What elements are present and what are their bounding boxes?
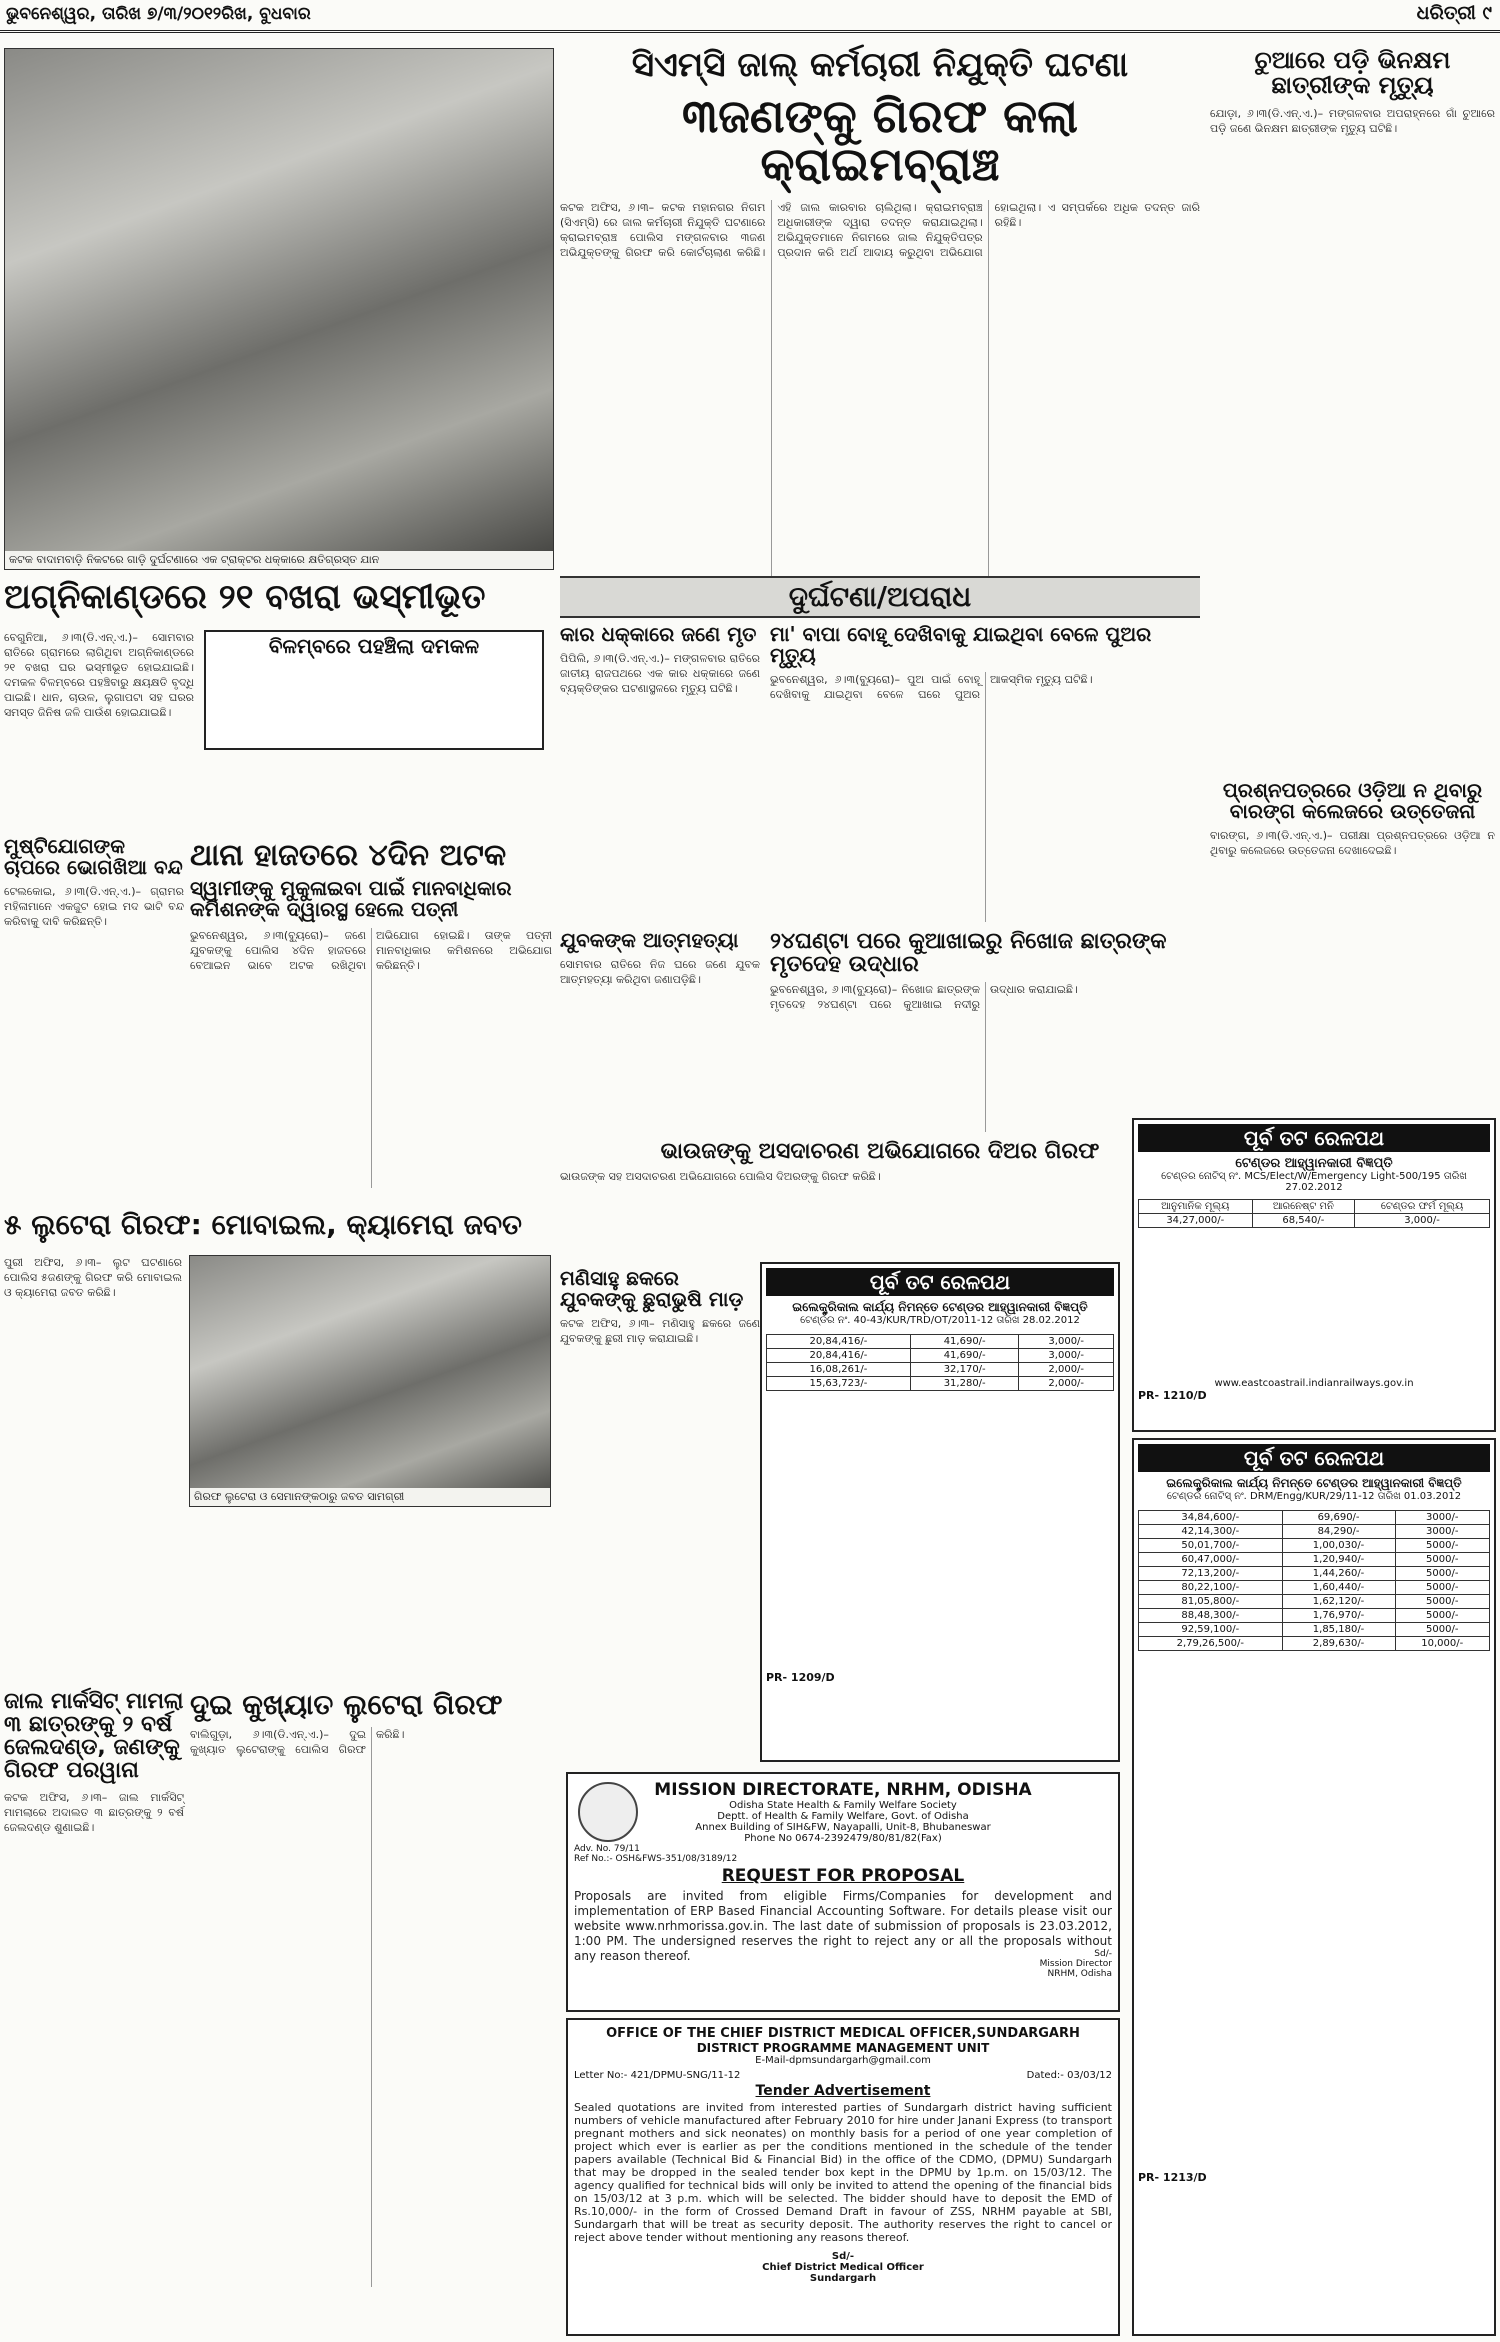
rail1-col-1: ଆନୁମାନିକ ମୂଲ୍ୟ	[1139, 1200, 1253, 1214]
cdmo-dated: Dated:- 03/03/12	[1026, 2070, 1112, 2081]
rail3-r4c1: 60,47,000/-	[1139, 1553, 1283, 1567]
rail3-r9c1: 92,59,100/-	[1139, 1623, 1283, 1637]
rail3-r10c2: 2,89,630/-	[1282, 1637, 1395, 1651]
rail3-r1c3: 3000/-	[1395, 1511, 1490, 1525]
cdmo-heading: Tender Advertisement	[755, 2083, 931, 2099]
railway-ad-1-web[interactable]: www.eastcoastrail.indianrailways.gov.in	[1214, 1378, 1414, 1389]
rail3-r3c2: 1,00,030/-	[1282, 1539, 1395, 1553]
story-marksheet-headline: ଜାଲ ମାର୍କସିଟ୍ ମାମଲା ୩ ଛାତ୍ରଙ୍କୁ ୨ ବର୍ଷ ଜେଲଦଣ୍ଡ, ଜଣଙ୍କୁ ଗିରଫ ପରୱାନା	[4, 1689, 184, 1784]
rail3-r7c3: 5000/-	[1395, 1595, 1490, 1609]
rail2-r1c1: 20,84,416/-	[767, 1335, 911, 1349]
story-well	[770, 930, 1200, 1130]
rail3-r8c3: 5000/-	[1395, 1609, 1490, 1623]
cdmo-title: OFFICE OF THE CHIEF DISTRICT MEDICAL OFFICER,SUNDARGARH	[606, 2026, 1080, 2041]
railway-ad-2-title: ଇଲେକ୍ଟ୍ରିକାଲ କାର୍ଯ୍ୟ ନିମନ୍ତେ ଟେଣ୍ଡର ଆହ୍ୱାନକାରୀ ବିଜ୍ଞପ୍ତି	[792, 1300, 1088, 1314]
story-fire-box-head: ବିଳମ୍ବରେ ପହଞ୍ଚିଲା ଦମକଳ	[268, 634, 480, 658]
story-suicide-body: ସୋମବାର ରାତିରେ ନିଜ ଘରେ ଜଣେ ଯୁବକ ଆତ୍ମହତ୍ୟା କରିଥିବା ଜଣାପଡ଼ିଛି।	[560, 958, 760, 986]
story-fire-body: ବେଗୁନିଆ, ୬।୩(ଡି.ଏନ୍.ଏ.)– ସୋମବାର ରାତିରେ ଗ୍ରାମରେ ଲାଗିଥିବା ଅଗ୍ନିକାଣ୍ଡରେ ୨୧ ବଖରା ଘର ଭସ୍ମୀଭୂତ ହୋଇଯାଇଛି। ଦମକଳ ବିଳମ୍ବରେ ପହଞ୍ଚିବାରୁ କ୍ଷୟକ୍ଷତି ବୃଦ୍ଧି ପାଇଛି। ଧାନ, ଚାଉଳ, ଲୁଗାପଟା ସହ ଘରର ସମସ୍ତ ଜିନିଷ ଜଳି ପାଉଁଶ ହୋଇଯାଇଛି।	[4, 631, 194, 719]
nrhm-adv: Adv. No. 79/11	[574, 1844, 640, 1854]
story-two-robbers-headline: ଦୁଇ କୁଖ୍ୟାତ ଲୁଟେରା ଗିରଫ	[190, 1688, 503, 1721]
story-suicide-headline: ଯୁବକଙ୍କ ଆତ୍ମହତ୍ୟା	[560, 928, 739, 952]
story-market	[560, 1268, 760, 1728]
story-police-body: ଭୁବନେଶ୍ୱର, ୬।୩(ବ୍ୟୁରୋ)– ଜଣେ ଯୁବକଙ୍କୁ ପୋଲିସ ୪ଦିନ ହାଜତରେ ବେଆଇନ ଭାବେ ଅଟକ ରଖିଥିବା ଅଭିଯୋଗ ହୋଇଛି। ତାଙ୍କ ପତ୍ନୀ ମାନବାଧିକାର କମିଶନରେ ଅଭିଯୋଗ କରିଛନ୍ତି।	[190, 928, 552, 972]
cdmo-ad	[566, 2018, 1120, 2336]
railway-ad-3	[1132, 1438, 1496, 2336]
railway-ad-1-table	[1138, 1199, 1490, 1228]
paper-name: ଧରିତ୍ରୀ ୯	[1416, 2, 1492, 24]
story-well-headline: ୨୪ଘଣ୍ଟା ପରେ କୁଆଖାଇରୁ ନିଖୋଜ ଛାତ୍ରଙ୍କ ମୃତଦେହ ଉଦ୍ଧାର	[770, 929, 1167, 978]
nrhm-sub1: Odisha State Health & Family Welfare Society	[729, 1800, 957, 1811]
rail3-r10c3: 10,000/-	[1395, 1637, 1490, 1651]
railway-ad-3-label: ପୂର୍ବ ତଟ ରେଳପଥ	[1138, 1444, 1490, 1472]
nrhm-logo	[578, 1782, 638, 1842]
cdmo-body: Sealed quotations are invited from interested parties of Sundargarh district having sufficient numbers of vehicle manufactured after February 2010 for hire under Janani Express (to transport pregnant mothers and sick neonates) on monthly basis for a period of one year completion of project which ever is earlier as per the conditions mentioned in the schedule of the tender papers available (Technical Bid & Financial Bid) in the office of the CDMO, (DPMU) Sundargarh that may be dropped in the sealed tender box kept in the DPMU by 1p.m. on 15/03/12. The agency qualified for technical bids will only be invited to attend the opening of the financial bids on 15/03/12 at 3 p.m. which will be selected. The bidder should have to deposit the EMD of Rs.10,000/- in the form of Crossed Demand Draft in favour of ZSS, NRHM payable at SBI, Sundargarh that will be treat as security deposit. The authority reserves the right to cancel or reject above tender without mentioning any reasons thereof.	[574, 2101, 1112, 2244]
railway-ad-1-notice: ଟେଣ୍ଡର ନୋଟିସ୍ ନଂ. MCS/Elect/W/Emergency Light-500/195 ତାରିଖ 27.02.2012	[1161, 1171, 1467, 1193]
story-accident	[560, 624, 760, 924]
rail3-r2c1: 42,14,300/-	[1139, 1525, 1283, 1539]
rail2-r4c1: 15,63,723/-	[767, 1377, 911, 1391]
nrhm-ad	[566, 1772, 1120, 2012]
nrhm-sub2: Deptt. of Health & Family Welfare, Govt. of Odisha	[717, 1811, 969, 1822]
railway-ad-2-footer: PR- 1209/D	[766, 1671, 835, 1684]
rail3-r4c2: 1,20,940/-	[1282, 1553, 1395, 1567]
cdmo-letter: Letter No:- 421/DPMU-SNG/11-12	[574, 2070, 741, 2081]
story-girl-headline: ଚୁଆରେ ପଡ଼ି ଭିନକ୍ଷମ ଛାତ୍ରୀଙ୍କ ମୃତ୍ୟୁ	[1254, 46, 1451, 100]
section-band: ଦୁର୍ଘଟଣା/ଅପରାଧ	[560, 576, 1200, 618]
story-marksheet-body: କଟକ ଅଫିସ, ୬।୩– ଜାଲ ମାର୍କସିଟ୍ ମାମଲାରେ ଅଦାଲତ ୩ ଛାତ୍ରଙ୍କୁ ୨ ବର୍ଷ ଜେଲଦଣ୍ଡ ଶୁଣାଇଛି।	[4, 1791, 184, 1835]
rail2-r1c2: 41,690/-	[910, 1335, 1019, 1349]
railway-ad-1-title: ଟେଣ୍ଡର ଆହ୍ୱାନକାରୀ ବିଜ୍ଞପ୍ତି	[1235, 1156, 1393, 1171]
story-police-headline: ଥାନା ହାଜତରେ ୪ଦିନ ଅଟକ	[190, 838, 507, 873]
railway-ad-3-notice: ଟେଣ୍ଡର ନୋଟିସ୍ ନଂ. DRM/Engg/KUR/29/11-12 ତାରିଖ 01.03.2012	[1166, 1491, 1462, 1502]
rail3-r5c2: 1,44,260/-	[1282, 1567, 1395, 1581]
railway-ad-2-table	[766, 1334, 1114, 1391]
story-brother-body: ଭାଉଜଙ୍କ ସହ ଅସଦାଚରଣ ଅଭିଯୋଗରେ ପୋଲିସ ଦିଅରଙ୍କୁ ଗିରଫ କରିଛି।	[560, 1170, 881, 1184]
photo-caption: କଟକ ବାଦାମବାଡ଼ି ନିକଟରେ ଗାଡ଼ି ଦୁର୍ଘଟଣାରେ ଏକ ଟ୍ରାକ୍ଟର ଧକ୍କାରେ କ୍ଷତିଗ୍ରସ୍ତ ଯାନ	[5, 551, 553, 569]
railway-ad-3-title: ଇଲେକ୍ଟ୍ରିକାଲ କାର୍ଯ୍ୟ ନିମନ୍ତେ ଟେଣ୍ଡର ଆହ୍ୱାନକାରୀ ବିଜ୍ଞପ୍ତି	[1166, 1476, 1462, 1490]
rail2-r4c3: 2,000/-	[1019, 1377, 1114, 1391]
story-fire	[4, 577, 552, 830]
rail1-col-3: ଟେଣ୍ଡର ଫର୍ମ ମୂଲ୍ୟ	[1355, 1200, 1490, 1214]
accident-photo	[4, 48, 554, 570]
top-story-body: କଟକ ଅଫିସ, ୬।୩– କଟକ ମହାନଗର ନିଗମ (ସିଏମ୍‌ସି) ରେ ଜାଲ କର୍ମଚାରୀ ନିଯୁକ୍ତି ଘଟଣାରେ କ୍ରାଇମବ୍ରାଞ୍ଚ ପୋଲିସ ମଙ୍ଗଳବାର ୩ଜଣ ଅଭିଯୁକ୍ତଙ୍କୁ ଗିରଫ କରି କୋର୍ଟଚାଲାଣ କରିଛି। ଏହି ଜାଲ କାରବାର ଚାଲିଥିଲା। କ୍ରାଇମବ୍ରାଞ୍ଚ ଅଧିକାରୀଙ୍କ ଦ୍ୱାରା ତଦନ୍ତ କରାଯାଇଥିଲା। ଅଭିଯୁକ୍ତମାନେ ନିଗମରେ ଜାଲ ନିଯୁକ୍ତିପତ୍ର ପ୍ରଦାନ କରି ଅର୍ଥ ଆଦାୟ କରୁଥିବା ଅଭିଯୋଗ ହୋଇଥିଲା। ଏ ସମ୍ପର୍କରେ ଅଧିକ ତଦନ୍ତ ଜାରି ରହିଛି।	[560, 201, 1200, 260]
railway-ad-1-footer: PR- 1210/D	[1138, 1389, 1207, 1402]
story-robbers	[4, 1210, 552, 1680]
cdmo-email: E-Mail-dpmsundargarh@gmail.com	[755, 2055, 931, 2066]
rail3-r3c1: 50,01,700/-	[1139, 1539, 1283, 1553]
masthead	[0, 0, 1500, 33]
story-girl-body: ଯୋଡ଼ା, ୬।୩(ଡି.ଏନ୍.ଏ.)– ମଙ୍ଗଳବାର ଅପରାହ୍ନରେ ଗାଁ ଚୁଆରେ ପଡ଼ି ଜଣେ ଭିନକ୍ଷମ ଛାତ୍ରୀଙ୍କ ମୃତ୍ୟୁ ଘଟିଛି।	[1210, 107, 1495, 136]
story-two-robbers-body: ବାଲିଗୁଡ଼ା, ୬।୩(ଡି.ଏନ୍.ଏ.)– ଦୁଇ କୁଖ୍ୟାତ ଲୁଟେରାଙ୍କୁ ପୋଲିସ ଗିରଫ କରିଛି।	[190, 1728, 405, 1757]
nrhm-body: Proposals are invited from eligible Firms/Companies for development and implementation of ERP Based Financial Accounting Software. For details please visit our website www.nrhmorissa.gov.in. The last date of submission of proposals is 23.03.2012, 1:00 PM. The undersigned reserves the right to reject any or all the proposals without any reason thereof.	[574, 1889, 1112, 1963]
rail2-r2c1: 20,84,416/-	[767, 1349, 911, 1363]
story-liquor-headline: ମୁଷ୍ଟିଯୋଗଙ୍କ ଚାପରେ ଭୋଗଖିଆ ବନ୍ଦ	[4, 834, 183, 879]
rail1-col-2: ଆରନେଷ୍ଟ ମନି	[1252, 1200, 1355, 1214]
rail3-r6c3: 5000/-	[1395, 1581, 1490, 1595]
nrhm-ref: Ref No.:- OSH&FWS-351/08/3189/12	[574, 1854, 738, 1864]
rail2-r4c2: 31,280/-	[910, 1377, 1019, 1391]
story-robbers-body: ପୁରୀ ଅଫିସ, ୬।୩– ଲୁଟ ଘଟଣାରେ ପୋଲିସ ୫ଜଣଙ୍କୁ ଗିରଫ କରି ମୋବାଇଲ ଓ କ୍ୟାମେରା ଜବତ କରିଛି।	[4, 1256, 182, 1299]
rail3-r3c3: 5000/-	[1395, 1539, 1490, 1553]
robbers-photo-caption: ଗିରଫ ଲୁଟେରା ଓ ସେମାନଙ୍କଠାରୁ ଜବତ ସାମଗ୍ରୀ	[190, 1488, 550, 1506]
rail3-r7c1: 81,05,800/-	[1139, 1595, 1283, 1609]
rail2-r3c2: 32,170/-	[910, 1363, 1019, 1377]
nrhm-sign: Sd/- Mission Director NRHM, Odisha	[1039, 1949, 1112, 1979]
rail3-r2c3: 3000/-	[1395, 1525, 1490, 1539]
cdmo-sign: Sd/- Chief District Medical Officer Sundargarh	[762, 2251, 924, 2284]
story-exam-body: ବାରଙ୍ଗ, ୬।୩(ଡି.ଏନ୍.ଏ.)– ପରୀକ୍ଷା ପ୍ରଶ୍ନପତ୍ରରେ ଓଡ଼ିଆ ନ ଥିବାରୁ କଲେଜରେ ଉତ୍ତେଜନା ଦେଖାଦେଇଛି।	[1210, 829, 1495, 857]
story-marksheet	[4, 1690, 184, 2330]
railway-ad-2-notice: ଟେଣ୍ଡର ନଂ. 40-43/KUR/TRD/OT/2011-12 ତାରିଖ 28.02.2012	[800, 1315, 1080, 1326]
story-police-subhead: ସ୍ୱାମୀଙ୍କୁ ମୁକୁଳାଇବା ପାଇଁ ମାନବାଧିକାର କମିଶନଙ୍କ ଦ୍ୱାରସ୍ଥ ହେଲେ ପତ୍ନୀ	[190, 875, 512, 921]
rail3-r5c1: 72,13,200/-	[1139, 1567, 1283, 1581]
nrhm-heading: REQUEST FOR PROPOSAL	[721, 1866, 965, 1886]
story-liquor	[4, 836, 184, 1196]
story-girl	[1210, 48, 1495, 768]
story-market-headline: ମଣିସାହୁ ଛକରେ ଯୁବକଙ୍କୁ ଛୁରାଭୁଷି ମାଡ଼	[560, 1266, 744, 1311]
top-story-headline: ୩ଜଣଙ୍କୁ ଗିରଫ କଲା କ୍ରାଇମବ୍ରାଞ୍ଚ	[681, 88, 1079, 191]
story-two-robbers	[190, 1690, 552, 2330]
story-liquor-body: ଟେଲକୋଇ, ୬।୩(ଡି.ଏନ୍.ଏ.)– ଗ୍ରାମର ମହିଳାମାନେ ଏକଜୁଟ ହୋଇ ମଦ ଭାଟି ବନ୍ଦ କରିବାକୁ ଦାବି କରିଛନ୍ତି।	[4, 885, 184, 928]
rail1-val-2: 68,540/-	[1252, 1214, 1355, 1228]
railway-ad-1	[1132, 1118, 1496, 1432]
rail3-r1c1: 34,84,600/-	[1139, 1511, 1283, 1525]
story-exam-headline: ପ୍ରଶ୍ନପତ୍ରରେ ଓଡ଼ିଆ ନ ଥିବାରୁ ବାରଙ୍ଗ କଲେଜରେ ଉତ୍ତେଜନା	[1222, 778, 1483, 823]
railway-ad-1-label: ପୂର୍ବ ତଟ ରେଳପଥ	[1138, 1124, 1490, 1152]
story-market-body: କଟକ ଅଫିସ, ୬।୩– ମଣିସାହୁ ଛକରେ ଜଣେ ଯୁବକଙ୍କୁ ଛୁରୀ ମାଡ଼ କରାଯାଇଛି।	[560, 1317, 760, 1345]
rail3-r8c2: 1,76,970/-	[1282, 1609, 1395, 1623]
rail1-val-3: 3,000/-	[1355, 1214, 1490, 1228]
story-police	[190, 840, 552, 1200]
rail2-r3c3: 2,000/-	[1019, 1363, 1114, 1377]
story-well-body: ଭୁବନେଶ୍ୱର, ୬।୩(ବ୍ୟୁରୋ)– ନିଖୋଜ ଛାତ୍ରଙ୍କ ମୃତଦେହ ୨୪ଘଣ୍ଟା ପରେ କୁଆଖାଇ ନଦୀରୁ ଉଦ୍ଧାର କରାଯାଇଛି।	[770, 983, 1078, 1012]
story-son-body: ଭୁବନେଶ୍ୱର, ୬।୩(ବ୍ୟୁରୋ)– ପୁଅ ପାଇଁ ବୋହୂ ଦେଖିବାକୁ ଯାଇଥିବା ବେଳେ ଘରେ ପୁଅର ଆକସ୍ମିକ ମୃତ୍ୟୁ ଘଟିଛି।	[770, 673, 1093, 701]
story-robbers-headline: ୫ ଲୁଟେରା ଗିରଫ: ମୋବାଇଲ, କ୍ୟାମେରା ଜବତ	[4, 1208, 523, 1241]
rail3-r8c1: 88,48,300/-	[1139, 1609, 1283, 1623]
story-brother-headline: ଭାଉଜଙ୍କୁ ଅସଦାଚରଣ ଅଭିଯୋଗରେ ଦିଅର ଗିରଫ	[660, 1139, 1100, 1164]
rail3-r2c2: 84,290/-	[1282, 1525, 1395, 1539]
nrhm-sub4: Phone No 0674-2392479/80/81/82(Fax)	[744, 1833, 942, 1844]
railway-ad-3-footer: PR- 1213/D	[1138, 2171, 1207, 2184]
top-story-kicker: ସିଏମ୍‌ସି ଜାଲ୍ କର୍ମଚାରୀ ନିଯୁକ୍ତି ଘଟଣା	[631, 45, 1129, 85]
railway-ad-3-table	[1138, 1510, 1490, 1651]
railway-ad-2	[760, 1262, 1120, 1762]
rail2-r2c3: 3,000/-	[1019, 1349, 1114, 1363]
nrhm-title: MISSION DIRECTORATE, NRHM, ODISHA	[654, 1780, 1032, 1800]
rail2-r2c2: 41,690/-	[910, 1349, 1019, 1363]
railway-ad-2-label: ପୂର୍ବ ତଟ ରେଳପଥ	[766, 1268, 1114, 1296]
story-son	[770, 624, 1200, 924]
rail3-r4c3: 5000/-	[1395, 1553, 1490, 1567]
story-brother	[560, 1140, 1200, 1260]
story-son-headline: ମା' ବାପା ବୋହୂ ଦେଖିବାକୁ ଯାଇଥିବା ବେଳେ ପୁଅର ମୃତ୍ୟୁ	[770, 622, 1152, 667]
rail3-r9c3: 5000/-	[1395, 1623, 1490, 1637]
rail3-r9c2: 1,85,180/-	[1282, 1623, 1395, 1637]
story-exam	[1210, 780, 1495, 1110]
rail3-r5c3: 5000/-	[1395, 1567, 1490, 1581]
rail3-r7c2: 1,62,120/-	[1282, 1595, 1395, 1609]
story-accident-headline: କାର ଧକ୍କାରେ ଜଣେ ମୃତ	[560, 622, 757, 646]
rail3-r6c1: 80,22,100/-	[1139, 1581, 1283, 1595]
top-story	[560, 45, 1200, 568]
rail2-r1c3: 3,000/-	[1019, 1335, 1114, 1349]
dateline: ଭୁବନେଶ୍ୱର, ତାରିଖ ୭/୩/୨୦୧୨ରିଖ, ବୁଧବାର	[6, 4, 311, 24]
story-fire-box	[204, 630, 544, 750]
rail3-r1c2: 69,690/-	[1282, 1511, 1395, 1525]
story-accident-body: ପିପିଲି, ୬।୩(ଡି.ଏନ୍.ଏ.)– ମଙ୍ଗଳବାର ରାତିରେ ଜାତୀୟ ରାଜପଥରେ ଏକ କାର ଧକ୍କାରେ ଜଣେ ବ୍ୟକ୍ତିଙ୍କର ଘଟଣାସ୍ଥଳରେ ମୃତ୍ୟୁ ଘଟିଛି।	[560, 652, 760, 695]
rail3-r10c1: 2,79,26,500/-	[1139, 1637, 1283, 1651]
cdmo-sub: DISTRICT PROGRAMME MANAGEMENT UNIT	[696, 2041, 990, 2055]
story-fire-headline: ଅଗ୍ନିକାଣ୍ଡରେ ୨୧ ବଖରା ଭସ୍ମୀଭୂତ	[4, 577, 486, 617]
nrhm-sub3: Annex Building of SIH&FW, Nayapalli, Unit-8, Bhubaneswar	[695, 1822, 991, 1833]
rail2-r3c1: 16,08,261/-	[767, 1363, 911, 1377]
rail3-r6c2: 1,60,440/-	[1282, 1581, 1395, 1595]
robbers-photo	[189, 1255, 551, 1507]
rail1-val-1: 34,27,000/-	[1139, 1214, 1253, 1228]
